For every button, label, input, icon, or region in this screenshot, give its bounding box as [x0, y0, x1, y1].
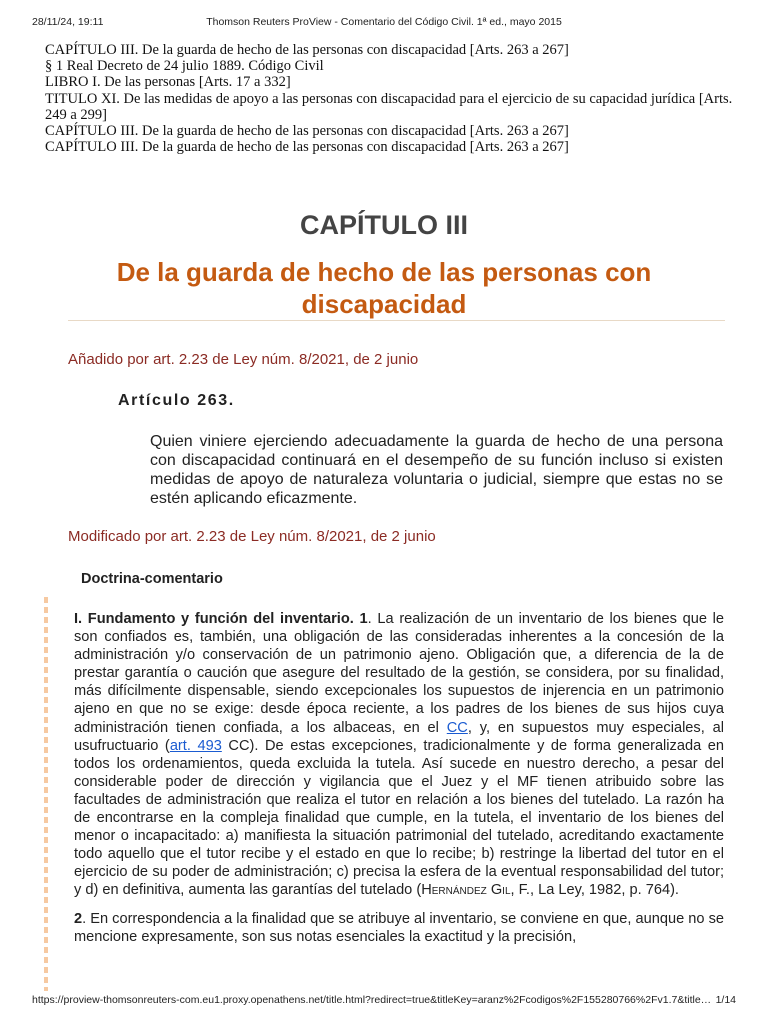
breadcrumb-item[interactable]: § 1 Real Decreto de 24 julio 1889. Código Civil: [45, 58, 324, 75]
commentary-bar: [44, 597, 48, 991]
print-url: https://proview-thomsonreuters-com.eu1.proxy.openathens.net/title.html?redirect=true&titleKey=aranz%2Fcodigos%2F155280766%2Fv1.7&title…: [32, 994, 712, 1006]
doctrine-text: [74, 610, 724, 956]
added-note: Añadido por art. 2.23 de Ley núm. 8/2021, de 2 junio: [68, 351, 419, 368]
chapter-title: De la guarda de hecho de las personas con discapacidad: [116, 257, 652, 319]
doctrine-text-c: CC). De estas excepciones, tradicionalmente y de forma generalizada en todos los ordenamientos, queda excluida la tutela. Así sucede en nuestro derecho, a pesar del considerable poder de dirección y vigilancia que el Juez y el MF tienen atribuido sobre las facultades de administración que realiza el tutor en relación a los bienes del tutelado. La razón ha de encontrarse en la compleja finalidad que cumple, en la tutela, el inventario de los bienes del menor o incapacitado: a) manifiesta la situación patrimonial del tutelado, acreditando exactamente todo aquello que el tutor recibe y el estado en que lo recibe; b) restringe la libertad del tutor en el ejercicio de su poder de administración; c) precisa la esfera de la eventual responsabilidad del tutor; y d) en definitiva, aumenta las garantías del tutelado (: [74, 737, 724, 899]
print-footer: [32, 994, 736, 1008]
doctrine-paragraph: [74, 610, 724, 900]
doctrine-heading: I. Fundamento y función del inventario. 1: [74, 611, 368, 627]
print-datetime: 28/11/24, 19:11: [32, 16, 104, 28]
breadcrumb-item[interactable]: CAPÍTULO III. De la guarda de hecho de las personas con discapacidad [Arts. 263 a 267]: [45, 139, 569, 156]
modified-note: Modificado por art. 2.23 de Ley núm. 8/2021, de 2 junio: [68, 528, 436, 545]
divider: [68, 320, 725, 321]
breadcrumb-item[interactable]: LIBRO I. De las personas [Arts. 17 a 332]: [45, 74, 291, 91]
article-493-link[interactable]: art. 493: [169, 737, 222, 754]
breadcrumb: [45, 42, 735, 155]
article-body: Quien viniere ejerciendo adecuadamente la guarda de hecho de una persona con discapacidad continuará en el desempeño de su función incluso si existen medidas de apoyo de naturaleza voluntaria o judicial, siempre que estas no se estén aplicando eficazmente.: [150, 433, 723, 507]
print-title: Thomson Reuters ProView - Comentario del Código Civil. 1ª ed., mayo 2015: [206, 16, 562, 28]
doctrine-paragraph: [74, 910, 724, 946]
paragraph-number: 2: [74, 910, 83, 927]
print-header: [32, 16, 736, 30]
breadcrumb-item[interactable]: TITULO XI. De las medidas de apoyo a las personas con discapacidad para el ejercicio de su capacidad jurídica [Arts. 249 a 299]: [45, 90, 733, 123]
cc-link[interactable]: CC: [446, 719, 468, 736]
doctrine-text-b: , y, en supuestos muy especiales, al usufructuario (: [74, 719, 724, 754]
author-name: Hernández Gil: [421, 882, 511, 899]
article-heading: Artículo 263.: [118, 392, 235, 409]
doctrine-text-d: , F., La Ley, 1982, p. 764).: [510, 882, 679, 899]
doctrine-text-e: . En correspondencia a la finalidad que se atribuye al inventario, se conviene en que, aunque no se mencione expresamente, son sus notas esenciales la exactitud y la precisión,: [74, 910, 724, 945]
page-number: 1/14: [715, 994, 736, 1006]
chapter-label: CAPÍTULO III: [300, 210, 468, 240]
doctrine-text-a: . La realización de un inventario de los bienes que le son confiados es, también, una obligación de las consideradas inherentes a la concesión de la administración y/o conservación de un patrimonio ajeno. Obligación que, a diferencia de la de prestar garantía o caución que asegure del resultado de la gestión, se considera, por su finalidad, más difícilmente dispensable, siendo excepcionales los supuestos de injerencia en un patrimonio ajeno en que no se exige: desde época reciente, a los padres de los bienes de sus hijos cuya administración tienen confiada, a los albaceas, en el: [74, 611, 724, 736]
breadcrumb-item[interactable]: CAPÍTULO III. De la guarda de hecho de las personas con discapacidad [Arts. 263 a 267]: [45, 123, 569, 140]
doctrine-label: Doctrina-comentario: [81, 571, 223, 587]
breadcrumb-item[interactable]: CAPÍTULO III. De la guarda de hecho de las personas con discapacidad [Arts. 263 a 267]: [45, 42, 569, 58]
